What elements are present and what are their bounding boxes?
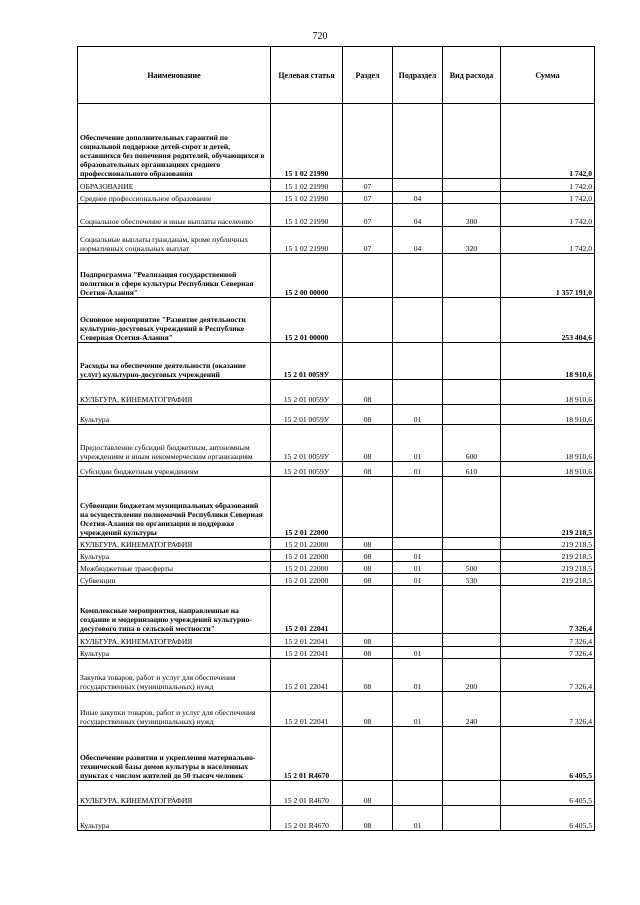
- table-row: [78, 425, 595, 462]
- table-cell-razdel: 08: [343, 781, 393, 806]
- table-cell-code: 15 2 01 22041: [271, 692, 343, 727]
- table-row: [78, 659, 595, 692]
- table-body: [78, 104, 595, 831]
- table-cell-sum: 6 405,5: [501, 781, 595, 806]
- table-cell-name: КУЛЬТУРА, КИНЕМАТОГРАФИЯ: [78, 538, 271, 550]
- table-cell-code: 15 2 01 R4670: [271, 727, 343, 781]
- table-cell-razdel: 07: [343, 227, 393, 254]
- header-sum: Сумма: [501, 47, 595, 104]
- table-row: [78, 104, 595, 179]
- table-cell-sum: 1 742,0: [501, 192, 595, 204]
- table-cell-name: Субсидии бюджетным учреждениям: [78, 462, 271, 477]
- table-cell-code: 15 1 02 21990: [271, 179, 343, 192]
- table-cell-sum: 18 910,6: [501, 462, 595, 477]
- table-cell-sum: 1 742,0: [501, 104, 595, 179]
- table-cell-vid: [443, 254, 501, 298]
- table-cell-name: КУЛЬТУРА, КИНЕМАТОГРАФИЯ: [78, 634, 271, 647]
- table-cell-vid: 530: [443, 574, 501, 586]
- table-cell-podrazdel: [393, 343, 443, 380]
- table-cell-podrazdel: 01: [393, 425, 443, 462]
- table-cell-podrazdel: 04: [393, 192, 443, 204]
- table-cell-sum: 7 326,4: [501, 659, 595, 692]
- table-cell-razdel: 07: [343, 179, 393, 192]
- table-cell-podrazdel: [393, 104, 443, 179]
- table-cell-code: 15 1 02 21990: [271, 192, 343, 204]
- table-cell-code: 15 1 02 21990: [271, 104, 343, 179]
- table-cell-code: 15 2 01 22000: [271, 574, 343, 586]
- table-row: [78, 192, 595, 204]
- table-row: [78, 634, 595, 647]
- table-cell-podrazdel: 01: [393, 692, 443, 727]
- table-cell-sum: 7 326,4: [501, 586, 595, 634]
- table-cell-sum: 7 326,4: [501, 647, 595, 659]
- header-row: [78, 47, 595, 104]
- table-cell-vid: [443, 405, 501, 425]
- table-row: [78, 179, 595, 192]
- table-row: [78, 562, 595, 574]
- table-cell-sum: 253 404,6: [501, 298, 595, 343]
- table-cell-vid: [443, 634, 501, 647]
- table-cell-sum: 1 742,0: [501, 227, 595, 254]
- table-cell-code: 15 2 01 22000: [271, 477, 343, 538]
- table-cell-razdel: 08: [343, 538, 393, 550]
- table-cell-vid: 240: [443, 692, 501, 727]
- table-cell-razdel: 08: [343, 550, 393, 562]
- table-cell-razdel: 08: [343, 647, 393, 659]
- table-cell-code: 15 2 01 0059У: [271, 343, 343, 380]
- table-cell-name: Социальное обеспечение и иные выплаты населению: [78, 204, 271, 227]
- table-cell-name: Социальные выплаты гражданам, кроме публичных нормативных социальных выплат: [78, 227, 271, 254]
- table-cell-podrazdel: [393, 727, 443, 781]
- table-cell-name: Обеспечение дополнительных гарантий по социальной поддержке детей-сирот и детей, оставшихся без попечения родителей, обучающихся в образовательных организациях среднего профессионального образования: [78, 104, 271, 179]
- table-cell-razdel: 08: [343, 692, 393, 727]
- table-cell-vid: [443, 104, 501, 179]
- table-cell-vid: [443, 298, 501, 343]
- table-row: [78, 254, 595, 298]
- table-cell-podrazdel: 01: [393, 562, 443, 574]
- table-cell-vid: 500: [443, 562, 501, 574]
- table-cell-sum: 18 910,6: [501, 405, 595, 425]
- table-row: [78, 227, 595, 254]
- table-cell-code: 15 2 01 22041: [271, 659, 343, 692]
- table-row: [78, 574, 595, 586]
- table-cell-razdel: [343, 343, 393, 380]
- table-cell-razdel: 08: [343, 806, 393, 831]
- table-cell-razdel: [343, 254, 393, 298]
- table-cell-name: Культура: [78, 647, 271, 659]
- table-cell-razdel: 08: [343, 634, 393, 647]
- table-cell-vid: [443, 550, 501, 562]
- table-cell-vid: 600: [443, 425, 501, 462]
- table-cell-vid: [443, 806, 501, 831]
- table-row: [78, 550, 595, 562]
- table-cell-sum: 6 405,5: [501, 806, 595, 831]
- table-cell-razdel: 08: [343, 462, 393, 477]
- table-cell-podrazdel: [393, 254, 443, 298]
- table-cell-razdel: 08: [343, 659, 393, 692]
- table-cell-podrazdel: [393, 477, 443, 538]
- table-row: [78, 462, 595, 477]
- table-cell-sum: 18 910,6: [501, 343, 595, 380]
- table-cell-name: КУЛЬТУРА, КИНЕМАТОГРАФИЯ: [78, 781, 271, 806]
- table-cell-sum: 1 742,0: [501, 179, 595, 192]
- table-cell-razdel: [343, 298, 393, 343]
- table-cell-sum: 219 218,5: [501, 550, 595, 562]
- table-cell-razdel: 08: [343, 405, 393, 425]
- table-cell-code: 15 2 01 0059У: [271, 405, 343, 425]
- table-cell-vid: 200: [443, 659, 501, 692]
- table-cell-podrazdel: 04: [393, 204, 443, 227]
- table-cell-code: 15 2 01 0059У: [271, 380, 343, 405]
- table-cell-name: Расходы на обеспечение деятельности (оказание услуг) культурно-досуговых учреждений: [78, 343, 271, 380]
- table-cell-podrazdel: [393, 781, 443, 806]
- table-cell-name: Межбюджетные трансферты: [78, 562, 271, 574]
- table-cell-vid: [443, 538, 501, 550]
- table-cell-razdel: 08: [343, 562, 393, 574]
- table-cell-name: Культура: [78, 550, 271, 562]
- table-row: [78, 586, 595, 634]
- table-cell-name: Культура: [78, 405, 271, 425]
- table-cell-podrazdel: [393, 380, 443, 405]
- table-cell-code: 15 2 01 R4670: [271, 781, 343, 806]
- table-cell-vid: 300: [443, 204, 501, 227]
- table-cell-name: Субвенции бюджетам муниципальных образований на осуществление полномочий Республики Северная Осетия-Алания по организации и поддержке учреждений культуры: [78, 477, 271, 538]
- table-row: [78, 727, 595, 781]
- table-cell-razdel: [343, 586, 393, 634]
- table-cell-code: 15 2 01 R4670: [271, 806, 343, 831]
- table-cell-name: Среднее профессиональное образование: [78, 192, 271, 204]
- table-cell-vid: [443, 781, 501, 806]
- header-razdel: Раздел: [343, 47, 393, 104]
- table-cell-podrazdel: 01: [393, 405, 443, 425]
- table-cell-code: 15 1 02 21990: [271, 227, 343, 254]
- table-cell-sum: 1 742,0: [501, 204, 595, 227]
- table-cell-code: 15 2 00 00000: [271, 254, 343, 298]
- table-cell-name: Субвенции: [78, 574, 271, 586]
- table-cell-name: Подпрограмма "Реализация государственной политики в сфере культуры Республики Северная Осетия-Алания": [78, 254, 271, 298]
- table-cell-sum: 7 326,4: [501, 692, 595, 727]
- table-cell-podrazdel: [393, 298, 443, 343]
- table-cell-name: ОБРАЗОВАНИЕ: [78, 179, 271, 192]
- table-cell-vid: [443, 647, 501, 659]
- table-row: [78, 204, 595, 227]
- table-cell-code: 15 1 02 21990: [271, 204, 343, 227]
- table-cell-podrazdel: 01: [393, 574, 443, 586]
- table-cell-podrazdel: 04: [393, 227, 443, 254]
- table-row: [78, 405, 595, 425]
- table-cell-podrazdel: [393, 538, 443, 550]
- table-row: [78, 380, 595, 405]
- table-cell-vid: [443, 477, 501, 538]
- table-cell-name: Закупка товаров, работ и услуг для обеспечения государственных (муниципальных) нужд: [78, 659, 271, 692]
- table-cell-vid: 320: [443, 227, 501, 254]
- table-row: [78, 538, 595, 550]
- table-cell-sum: 7 326,4: [501, 634, 595, 647]
- table-cell-podrazdel: 01: [393, 550, 443, 562]
- table-cell-vid: [443, 380, 501, 405]
- table-cell-name: Основное мероприятие "Развитие деятельности культурно-досуговых учреждений в Республике Северная Осетия-Алания": [78, 298, 271, 343]
- table-cell-name: Комплексные мероприятия, направленные на создание и модернизацию учреждений культурно-досугового типа в сельской местности": [78, 586, 271, 634]
- table-cell-sum: 219 218,5: [501, 562, 595, 574]
- table-cell-razdel: 07: [343, 204, 393, 227]
- header-name: Наименование: [78, 47, 271, 104]
- table-cell-name: Иные закупки товаров, работ и услуг для обеспечения государственных (муниципальных) нужд: [78, 692, 271, 727]
- header-code: Целевая статья: [271, 47, 343, 104]
- table-cell-razdel: 08: [343, 380, 393, 405]
- table-row: [78, 806, 595, 831]
- table-cell-podrazdel: 01: [393, 647, 443, 659]
- table-cell-podrazdel: [393, 634, 443, 647]
- table-cell-code: 15 2 01 00000: [271, 298, 343, 343]
- table-cell-sum: 219 218,5: [501, 477, 595, 538]
- table-cell-sum: 219 218,5: [501, 574, 595, 586]
- table-cell-name: Культура: [78, 806, 271, 831]
- table-cell-code: 15 2 01 22041: [271, 634, 343, 647]
- table-cell-vid: [443, 343, 501, 380]
- table-cell-code: 15 2 01 22041: [271, 647, 343, 659]
- table-cell-code: 15 2 01 22000: [271, 562, 343, 574]
- table-cell-sum: 219 218,5: [501, 538, 595, 550]
- table-cell-vid: 610: [443, 462, 501, 477]
- table-cell-vid: [443, 586, 501, 634]
- header-vid: Вид расхода: [443, 47, 501, 104]
- table-row: [78, 692, 595, 727]
- table-cell-vid: [443, 179, 501, 192]
- table-cell-code: 15 2 01 22000: [271, 550, 343, 562]
- table-row: [78, 781, 595, 806]
- table-cell-podrazdel: 01: [393, 659, 443, 692]
- table-row: [78, 343, 595, 380]
- table-cell-code: 15 2 01 22041: [271, 586, 343, 634]
- table-cell-vid: [443, 727, 501, 781]
- table-cell-razdel: 08: [343, 574, 393, 586]
- table-cell-name: КУЛЬТУРА, КИНЕМАТОГРАФИЯ: [78, 380, 271, 405]
- table-row: [78, 647, 595, 659]
- page-number: 720: [312, 31, 328, 42]
- table-cell-razdel: 08: [343, 425, 393, 462]
- table-cell-podrazdel: 01: [393, 806, 443, 831]
- table-cell-sum: 18 910,6: [501, 380, 595, 405]
- table-cell-code: 15 2 01 0059У: [271, 462, 343, 477]
- table-cell-razdel: [343, 727, 393, 781]
- budget-table: [77, 46, 595, 831]
- table-cell-podrazdel: 01: [393, 462, 443, 477]
- table-row: [78, 477, 595, 538]
- table-cell-sum: 6 405,5: [501, 727, 595, 781]
- table-cell-code: 15 2 01 22000: [271, 538, 343, 550]
- table-cell-razdel: 07: [343, 192, 393, 204]
- table-cell-sum: 1 357 191,0: [501, 254, 595, 298]
- table-cell-code: 15 2 01 0059У: [271, 425, 343, 462]
- table-cell-podrazdel: [393, 586, 443, 634]
- table-cell-razdel: [343, 104, 393, 179]
- table-cell-razdel: [343, 477, 393, 538]
- table-row: [78, 298, 595, 343]
- table-cell-name: Обеспечение развития и укрепления материально-технической базы домов культуры в населенных пунктах с числом жителей до 50 тысяч человек: [78, 727, 271, 781]
- table-cell-name: Предоставление субсидий бюджетным, автономным учреждениям и иным некоммерческим организациям: [78, 425, 271, 462]
- table-cell-sum: 18 910,6: [501, 425, 595, 462]
- header-podrazdel: Подраздел: [393, 47, 443, 104]
- table-cell-podrazdel: [393, 179, 443, 192]
- table-cell-vid: [443, 192, 501, 204]
